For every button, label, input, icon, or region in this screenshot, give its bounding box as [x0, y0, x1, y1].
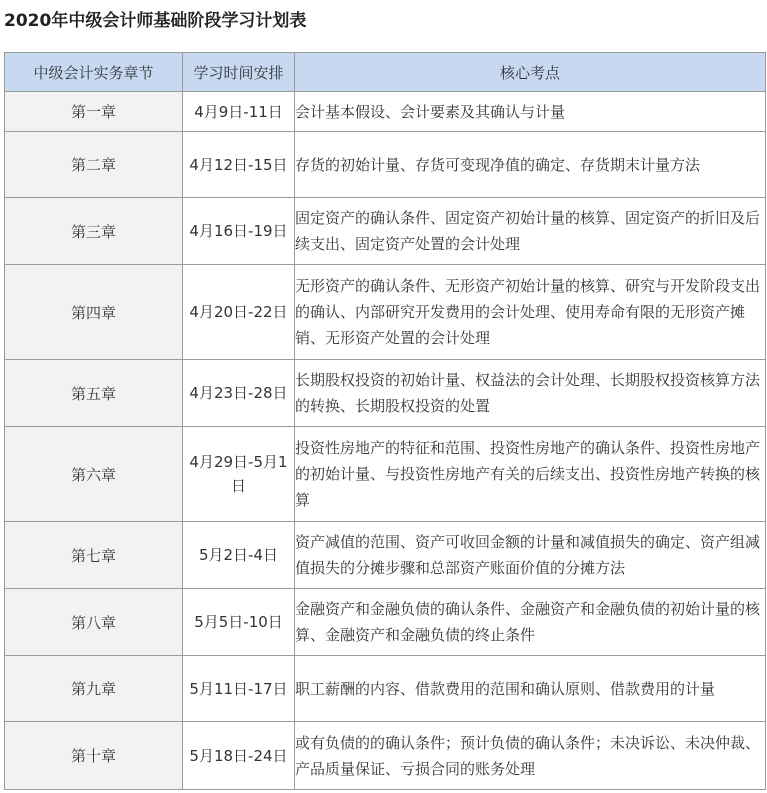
time-cell: 4月29日-5月1日	[183, 427, 295, 522]
page-title: 2020年中级会计师基础阶段学习计划表	[4, 11, 307, 31]
table-row	[5, 722, 766, 790]
time-cell: 4月23日-28日	[183, 360, 295, 427]
points-cell: 职工薪酬的内容、借款费用的范围和确认原则、借款费用的计量	[295, 656, 766, 722]
chapter-cell: 第十章	[5, 722, 183, 790]
header-time: 学习时间安排	[183, 53, 295, 92]
points-cell: 会计基本假设、会计要素及其确认与计量	[295, 92, 766, 132]
time-cell: 4月20日-22日	[183, 265, 295, 360]
points-cell: 或有负债的的确认条件；预计负债的确认条件；未决诉讼、未决仲裁、产品质量保证、亏损合同的账务处理	[295, 722, 766, 790]
table-row	[5, 198, 766, 265]
chapter-cell: 第三章	[5, 198, 183, 265]
time-cell: 4月16日-19日	[183, 198, 295, 265]
chapter-cell: 第一章	[5, 92, 183, 132]
header-chapter: 中级会计实务章节	[5, 53, 183, 92]
time-cell: 5月18日-24日	[183, 722, 295, 790]
table-row	[5, 360, 766, 427]
table-row	[5, 427, 766, 522]
points-cell: 存货的初始计量、存货可变现净值的确定、存货期末计量方法	[295, 132, 766, 198]
time-cell: 5月5日-10日	[183, 589, 295, 656]
chapter-cell: 第五章	[5, 360, 183, 427]
time-cell: 4月9日-11日	[183, 92, 295, 132]
table-row	[5, 656, 766, 722]
table-row	[5, 265, 766, 360]
chapter-cell: 第六章	[5, 427, 183, 522]
chapter-cell: 第四章	[5, 265, 183, 360]
points-cell: 资产减值的范围、资产可收回金额的计量和减值损失的确定、资产组减值损失的分摊步骤和总部资产账面价值的分摊方法	[295, 522, 766, 589]
chapter-cell: 第九章	[5, 656, 183, 722]
study-plan-table	[4, 52, 766, 790]
time-cell: 5月2日-4日	[183, 522, 295, 589]
table-row	[5, 589, 766, 656]
points-cell: 固定资产的确认条件、固定资产初始计量的核算、固定资产的折旧及后续支出、固定资产处置的会计处理	[295, 198, 766, 265]
time-cell: 4月12日-15日	[183, 132, 295, 198]
chapter-cell: 第二章	[5, 132, 183, 198]
points-cell: 长期股权投资的初始计量、权益法的会计处理、长期股权投资核算方法的转换、长期股权投资的处置	[295, 360, 766, 427]
table-row	[5, 522, 766, 589]
points-cell: 金融资产和金融负债的确认条件、金融资产和金融负债的初始计量的核算、金融资产和金融负债的终止条件	[295, 589, 766, 656]
table-row	[5, 132, 766, 198]
chapter-cell: 第七章	[5, 522, 183, 589]
table-row	[5, 92, 766, 132]
points-cell: 投资性房地产的特征和范围、投资性房地产的确认条件、投资性房地产的初始计量、与投资性房地产有关的后续支出、投资性房地产转换的核算	[295, 427, 766, 522]
time-cell: 5月11日-17日	[183, 656, 295, 722]
chapter-cell: 第八章	[5, 589, 183, 656]
table-header-row	[5, 53, 766, 92]
header-points: 核心考点	[295, 53, 766, 92]
points-cell: 无形资产的确认条件、无形资产初始计量的核算、研究与开发阶段支出的确认、内部研究开发费用的会计处理、使用寿命有限的无形资产摊销、无形资产处置的会计处理	[295, 265, 766, 360]
